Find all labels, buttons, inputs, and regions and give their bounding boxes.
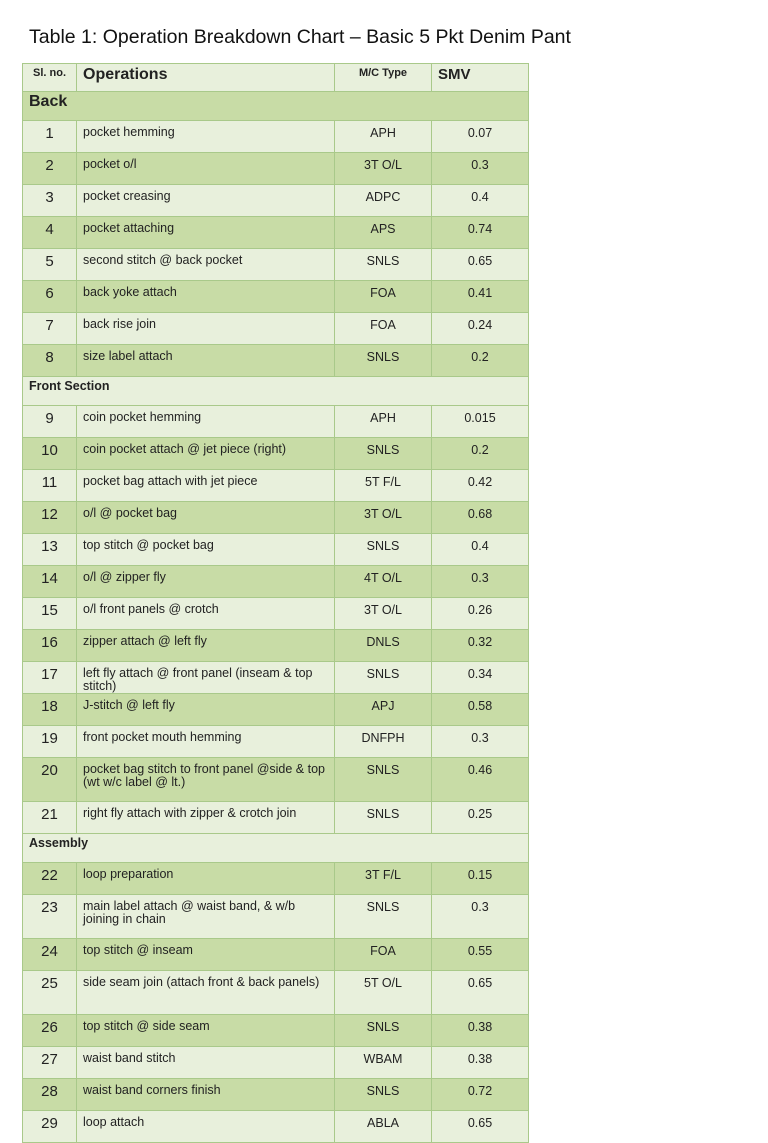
operation-cell: waist band stitch bbox=[77, 1047, 335, 1079]
row-number: 3 bbox=[23, 185, 77, 217]
table-row bbox=[23, 895, 529, 939]
row-number: 7 bbox=[23, 313, 77, 345]
machine-type-cell: WBAM bbox=[335, 1047, 432, 1079]
operation-cell: main label attach @ waist band, & w/b joining in chain bbox=[77, 895, 335, 939]
row-number: 12 bbox=[23, 502, 77, 534]
row-number: 14 bbox=[23, 566, 77, 598]
smv-cell: 0.72 bbox=[432, 1079, 529, 1111]
table-row bbox=[23, 534, 529, 566]
machine-type-cell: 5T O/L bbox=[335, 971, 432, 1015]
smv-cell: 0.65 bbox=[432, 1111, 529, 1143]
machine-type-cell: SNLS bbox=[335, 534, 432, 566]
operation-cell: coin pocket attach @ jet piece (right) bbox=[77, 438, 335, 470]
operation-cell: zipper attach @ left fly bbox=[77, 630, 335, 662]
header-mc-type: M/C Type bbox=[335, 64, 432, 92]
table-row bbox=[23, 281, 529, 313]
table-row bbox=[23, 438, 529, 470]
machine-type-cell: DNLS bbox=[335, 630, 432, 662]
operation-cell: loop preparation bbox=[77, 863, 335, 895]
row-number: 16 bbox=[23, 630, 77, 662]
table-row bbox=[23, 406, 529, 438]
operation-cell: second stitch @ back pocket bbox=[77, 249, 335, 281]
smv-cell: 0.41 bbox=[432, 281, 529, 313]
row-number: 20 bbox=[23, 758, 77, 802]
smv-cell: 0.15 bbox=[432, 863, 529, 895]
table-row bbox=[23, 802, 529, 834]
operation-cell: pocket hemming bbox=[77, 121, 335, 153]
row-number: 8 bbox=[23, 345, 77, 377]
machine-type-cell: 3T O/L bbox=[335, 153, 432, 185]
machine-type-cell: SNLS bbox=[335, 758, 432, 802]
table-row bbox=[23, 313, 529, 345]
smv-cell: 0.68 bbox=[432, 502, 529, 534]
operation-cell: waist band corners finish bbox=[77, 1079, 335, 1111]
row-number: 22 bbox=[23, 863, 77, 895]
operation-cell: front pocket mouth hemming bbox=[77, 726, 335, 758]
machine-type-cell: 4T O/L bbox=[335, 566, 432, 598]
row-number: 29 bbox=[23, 1111, 77, 1143]
smv-cell: 0.55 bbox=[432, 939, 529, 971]
operation-cell: pocket o/l bbox=[77, 153, 335, 185]
machine-type-cell: SNLS bbox=[335, 1079, 432, 1111]
table-row bbox=[23, 1015, 529, 1047]
operation-cell: o/l @ pocket bag bbox=[77, 502, 335, 534]
machine-type-cell: FOA bbox=[335, 313, 432, 345]
machine-type-cell: 5T F/L bbox=[335, 470, 432, 502]
operation-cell: back yoke attach bbox=[77, 281, 335, 313]
header-row bbox=[23, 64, 529, 92]
smv-cell: 0.015 bbox=[432, 406, 529, 438]
operation-cell: top stitch @ side seam bbox=[77, 1015, 335, 1047]
row-number: 11 bbox=[23, 470, 77, 502]
machine-type-cell: FOA bbox=[335, 939, 432, 971]
table-row bbox=[23, 863, 529, 895]
row-number: 5 bbox=[23, 249, 77, 281]
operation-cell: size label attach bbox=[77, 345, 335, 377]
section-title: Back bbox=[23, 92, 529, 121]
smv-cell: 0.3 bbox=[432, 726, 529, 758]
machine-type-cell: 3T O/L bbox=[335, 502, 432, 534]
smv-cell: 0.25 bbox=[432, 802, 529, 834]
row-number: 28 bbox=[23, 1079, 77, 1111]
smv-cell: 0.65 bbox=[432, 971, 529, 1015]
machine-type-cell: SNLS bbox=[335, 345, 432, 377]
table-row bbox=[23, 249, 529, 281]
operation-cell: coin pocket hemming bbox=[77, 406, 335, 438]
table-row bbox=[23, 502, 529, 534]
row-number: 17 bbox=[23, 662, 77, 694]
smv-cell: 0.38 bbox=[432, 1015, 529, 1047]
section-row bbox=[23, 92, 529, 121]
smv-cell: 0.2 bbox=[432, 345, 529, 377]
table-row bbox=[23, 345, 529, 377]
row-number: 1 bbox=[23, 121, 77, 153]
machine-type-cell: SNLS bbox=[335, 438, 432, 470]
table-row bbox=[23, 566, 529, 598]
operation-cell: pocket attaching bbox=[77, 217, 335, 249]
machine-type-cell: APH bbox=[335, 406, 432, 438]
row-number: 23 bbox=[23, 895, 77, 939]
table-row bbox=[23, 598, 529, 630]
machine-type-cell: DNFPH bbox=[335, 726, 432, 758]
row-number: 13 bbox=[23, 534, 77, 566]
smv-cell: 0.58 bbox=[432, 694, 529, 726]
smv-cell: 0.07 bbox=[432, 121, 529, 153]
table-row bbox=[23, 726, 529, 758]
operation-cell: pocket bag attach with jet piece bbox=[77, 470, 335, 502]
table-row bbox=[23, 662, 529, 694]
smv-cell: 0.38 bbox=[432, 1047, 529, 1079]
header-sl-no: Sl. no. bbox=[23, 64, 77, 92]
machine-type-cell: ADPC bbox=[335, 185, 432, 217]
row-number: 9 bbox=[23, 406, 77, 438]
row-number: 2 bbox=[23, 153, 77, 185]
operation-cell: o/l @ zipper fly bbox=[77, 566, 335, 598]
smv-cell: 0.3 bbox=[432, 566, 529, 598]
operation-cell: loop attach bbox=[77, 1111, 335, 1143]
operation-cell: o/l front panels @ crotch bbox=[77, 598, 335, 630]
smv-cell: 0.2 bbox=[432, 438, 529, 470]
row-number: 21 bbox=[23, 802, 77, 834]
header-smv: SMV bbox=[432, 64, 529, 92]
operation-cell: side seam join (attach front & back panels) bbox=[77, 971, 335, 1015]
table-title: Table 1: Operation Breakdown Chart – Basic 5 Pkt Denim Pant bbox=[29, 26, 571, 48]
machine-type-cell: APH bbox=[335, 121, 432, 153]
table-row bbox=[23, 217, 529, 249]
section-row bbox=[23, 834, 529, 863]
table-row bbox=[23, 1111, 529, 1143]
machine-type-cell: FOA bbox=[335, 281, 432, 313]
operation-cell: back rise join bbox=[77, 313, 335, 345]
section-row bbox=[23, 377, 529, 406]
operation-cell: left fly attach @ front panel (inseam & top stitch) bbox=[77, 662, 335, 694]
table-row bbox=[23, 939, 529, 971]
smv-cell: 0.42 bbox=[432, 470, 529, 502]
machine-type-cell: ABLA bbox=[335, 1111, 432, 1143]
smv-cell: 0.65 bbox=[432, 249, 529, 281]
machine-type-cell: SNLS bbox=[335, 1015, 432, 1047]
operation-cell: J-stitch @ left fly bbox=[77, 694, 335, 726]
table-row bbox=[23, 1079, 529, 1111]
row-number: 24 bbox=[23, 939, 77, 971]
row-number: 26 bbox=[23, 1015, 77, 1047]
operation-cell: pocket creasing bbox=[77, 185, 335, 217]
table-row bbox=[23, 971, 529, 1015]
smv-cell: 0.24 bbox=[432, 313, 529, 345]
row-number: 19 bbox=[23, 726, 77, 758]
table-row bbox=[23, 758, 529, 802]
smv-cell: 0.3 bbox=[432, 895, 529, 939]
smv-cell: 0.4 bbox=[432, 534, 529, 566]
header-operations: Operations bbox=[77, 64, 335, 92]
smv-cell: 0.46 bbox=[432, 758, 529, 802]
table-row bbox=[23, 185, 529, 217]
smv-cell: 0.32 bbox=[432, 630, 529, 662]
row-number: 4 bbox=[23, 217, 77, 249]
operation-breakdown-table bbox=[22, 63, 529, 1143]
row-number: 25 bbox=[23, 971, 77, 1015]
operation-cell: right fly attach with zipper & crotch join bbox=[77, 802, 335, 834]
smv-cell: 0.3 bbox=[432, 153, 529, 185]
operation-cell: top stitch @ inseam bbox=[77, 939, 335, 971]
row-number: 6 bbox=[23, 281, 77, 313]
machine-type-cell: 3T O/L bbox=[335, 598, 432, 630]
operation-cell: top stitch @ pocket bag bbox=[77, 534, 335, 566]
smv-cell: 0.74 bbox=[432, 217, 529, 249]
row-number: 10 bbox=[23, 438, 77, 470]
machine-type-cell: SNLS bbox=[335, 895, 432, 939]
machine-type-cell: 3T F/L bbox=[335, 863, 432, 895]
table-row bbox=[23, 630, 529, 662]
machine-type-cell: APS bbox=[335, 217, 432, 249]
section-title: Front Section bbox=[23, 377, 529, 406]
machine-type-cell: SNLS bbox=[335, 249, 432, 281]
row-number: 18 bbox=[23, 694, 77, 726]
smv-cell: 0.4 bbox=[432, 185, 529, 217]
table-row bbox=[23, 153, 529, 185]
table-row bbox=[23, 470, 529, 502]
table-row bbox=[23, 121, 529, 153]
operation-cell: pocket bag stitch to front panel @side & top (wt w/c label @ lt.) bbox=[77, 758, 335, 802]
smv-cell: 0.26 bbox=[432, 598, 529, 630]
machine-type-cell: APJ bbox=[335, 694, 432, 726]
smv-cell: 0.34 bbox=[432, 662, 529, 694]
machine-type-cell: SNLS bbox=[335, 662, 432, 694]
table-row bbox=[23, 1047, 529, 1079]
section-title: Assembly bbox=[23, 834, 529, 863]
machine-type-cell: SNLS bbox=[335, 802, 432, 834]
row-number: 27 bbox=[23, 1047, 77, 1079]
table-row bbox=[23, 694, 529, 726]
row-number: 15 bbox=[23, 598, 77, 630]
